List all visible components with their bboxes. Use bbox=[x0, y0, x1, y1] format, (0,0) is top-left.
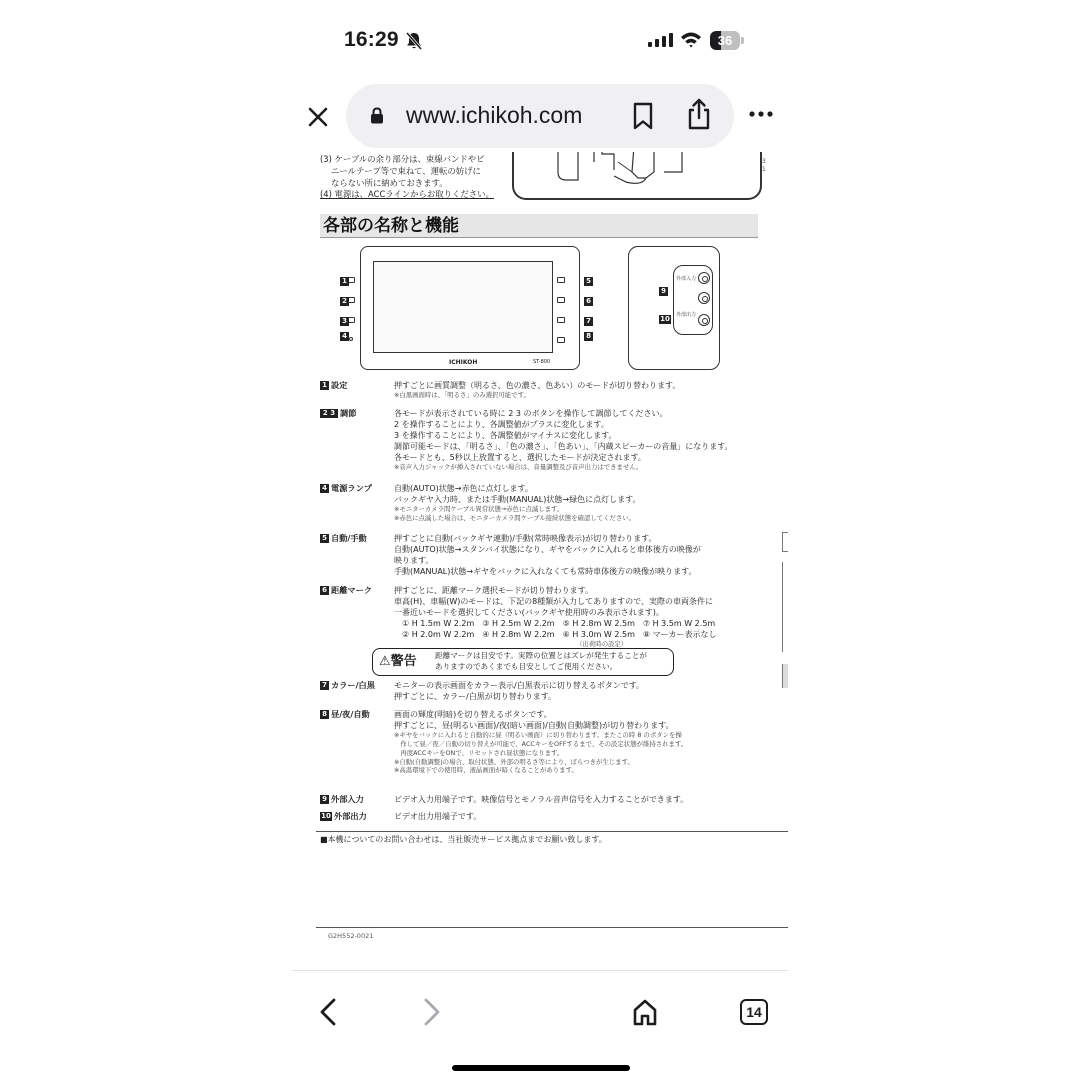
wifi-icon bbox=[680, 31, 702, 49]
callout-number: 8 bbox=[584, 332, 593, 341]
install-illustration bbox=[512, 152, 762, 200]
share-icon[interactable] bbox=[686, 98, 712, 130]
item-number: 4 bbox=[320, 484, 329, 493]
monitor-logo: ICHIKOH bbox=[449, 359, 478, 366]
item-term: 電源ランプ bbox=[331, 483, 372, 493]
description-line: 押すごとに画質調整（明るさ、色の濃さ、色あい）のモードが切り替わります。 bbox=[394, 381, 681, 390]
monitor-button bbox=[557, 337, 565, 343]
description-line: バックギヤ入力時、または手動(MANUAL)状態→緑色に点灯します。 bbox=[394, 495, 641, 505]
description-note: （出荷時の設定） bbox=[394, 640, 628, 649]
page-edge-text: 3 1 bbox=[762, 158, 766, 174]
description-line: 自動(AUTO)状態→スタンバイ状態になり、ギヤをバックに入れると車体後方の映像が bbox=[394, 545, 701, 555]
jack-panel-illustration bbox=[628, 246, 720, 370]
document-code: G2H552-0021 bbox=[328, 932, 374, 940]
item-term: 自動/手動 bbox=[331, 533, 367, 543]
monitor-button bbox=[557, 277, 565, 283]
adjacent-page-edge bbox=[782, 152, 788, 970]
callout-number: 2 bbox=[340, 297, 349, 306]
description-line: 2 を操作することにより、各調整値がプラスに変化します。 bbox=[394, 420, 609, 430]
warning-label: ⚠警告 bbox=[379, 654, 417, 669]
warning-line: 距離マークは目安です。実際の位置とはズレが発生することが bbox=[435, 651, 648, 660]
jack-connector bbox=[698, 292, 710, 304]
battery-indicator bbox=[710, 31, 744, 50]
monitor-power-lamp bbox=[349, 337, 353, 341]
description-line: 3 を操作することにより、各調整値がマイナスに変化します。 bbox=[394, 431, 617, 441]
item-number: 9 bbox=[320, 795, 329, 804]
callout-number: 3 bbox=[340, 317, 349, 326]
item-term: 外部出力 bbox=[334, 811, 367, 821]
description-line: 車高(H)、車幅(W)のモードは、下記の8種類が入力してありますので、実際の車両条件に bbox=[394, 597, 714, 607]
description-line: 押すごとに、距離マーク選択モードが切り替わります。 bbox=[394, 586, 594, 595]
description-line: 手動(MANUAL)状態→ギヤをバックに入れなくても常時車体後方の映像が映ります。 bbox=[394, 567, 697, 577]
warning-text bbox=[435, 651, 647, 672]
monitor-screen bbox=[373, 261, 553, 353]
description-line: ② H 2.0m W 2.2m ④ H 2.8m W 2.2m ⑥ H 3.0m W 2.5m ⑧ マーカー表示なし bbox=[394, 630, 717, 640]
jack-label: 外部出力 bbox=[676, 312, 697, 318]
phone-screen bbox=[292, 0, 788, 1080]
item-number: 7 bbox=[320, 681, 329, 690]
item-description bbox=[394, 585, 760, 649]
item-description bbox=[394, 533, 760, 577]
description-line: ① H 1.5m W 2.2m ③ H 2.5m W 2.2m ⑤ H 2.8m W 2.5m ⑦ H 3.5m W 2.5m bbox=[394, 619, 716, 629]
footer-note: ■本機についてのお問い合わせは、当社販売サービス拠点までお願い致します。 bbox=[320, 835, 607, 844]
install-notes bbox=[320, 154, 500, 201]
description-line: モニターの表示画面をカラー表示/白黒表示に切り替えるボタンです。 bbox=[394, 681, 645, 690]
description-line: 調節可能モードは、「明るさ」、「色の濃さ」、「色あい」、「内蔵スピーカーの音量」になります。 bbox=[394, 442, 733, 452]
description-note: ※モニターカメラ間ケーブル異常状態→赤色に点滅します。 bbox=[394, 505, 564, 514]
divider bbox=[316, 831, 788, 832]
close-icon[interactable] bbox=[306, 105, 330, 129]
description-note: ※高温環境下での使用時、液晶画面が暗くなることがあります。 bbox=[394, 766, 578, 775]
description-line: 一番近いモードを選択してください(バックギヤ使用時のみ表示されます)。 bbox=[394, 608, 664, 618]
callout-number: 7 bbox=[584, 317, 593, 326]
item-description bbox=[394, 709, 760, 775]
warning-line: ありますのであくまでも目安としてご使用ください。 bbox=[435, 661, 618, 671]
document-page[interactable] bbox=[292, 152, 788, 970]
callout-number: 10 bbox=[660, 315, 670, 323]
description-note: ※音声入力ジャックが挿入されていない場合は、音量調整及び音声出力はできません。 bbox=[394, 463, 643, 472]
description-note: ※自動(自動調整)の場合、取付状態、外部の明るさ等により、ばらつきが生じます。 bbox=[394, 757, 634, 766]
description-note: 再度ACCキーをONで、リセットされ昼状態になります。 bbox=[394, 748, 564, 757]
item-term: 昼/夜/自動 bbox=[331, 709, 370, 719]
url-text: www.ichikoh.com bbox=[406, 102, 583, 128]
home-indicator bbox=[452, 1065, 630, 1071]
monitor-model: ST-800 bbox=[533, 359, 551, 365]
description-line: 映ります。 bbox=[394, 556, 434, 566]
callout-number: 9 bbox=[659, 287, 668, 296]
item-number: 8 bbox=[320, 710, 329, 719]
cellular-signal-icon bbox=[648, 33, 674, 47]
description-line: ビデオ出力用端子です。 bbox=[394, 812, 482, 821]
description-note: ※ギヤをバックに入れると自動的に昼（明るい画面）に切り替わります。またこの時 8 のボタンを操 bbox=[394, 731, 682, 740]
item-term: 距離マーク bbox=[331, 585, 372, 595]
item-description bbox=[394, 408, 760, 472]
install-note-line: (3) ケーブルの余り部分は、束線バンドやビ bbox=[320, 154, 485, 164]
install-note-line: (4) 電源は、ACCラインからお取りください。 bbox=[320, 189, 494, 200]
item-number: 5 bbox=[320, 534, 329, 543]
description-line: 各モードとも、5秒以上放置すると、選択したモードが決定されます。 bbox=[394, 453, 646, 463]
callout-number: 6 bbox=[584, 297, 593, 306]
status-time: 16:29 bbox=[344, 28, 399, 51]
jack-label: 外部入力 bbox=[676, 276, 697, 282]
install-note-line: ならない所に納めておきます。 bbox=[320, 177, 448, 188]
forward-icon[interactable] bbox=[420, 997, 444, 1027]
monitor-illustration bbox=[360, 246, 580, 370]
jack-panel-inner bbox=[673, 265, 713, 335]
bell-muted-icon bbox=[404, 31, 424, 51]
warning-box bbox=[372, 648, 674, 676]
description-line: 自動(AUTO)状態→赤色に点灯します。 bbox=[394, 484, 533, 493]
bookmark-icon[interactable] bbox=[632, 102, 654, 130]
callout-number: 5 bbox=[584, 277, 593, 286]
description-line: ビデオ入力用端子です。映像信号とモノラル音声信号を入力することができます。 bbox=[394, 795, 689, 804]
tabs-button[interactable]: 14 bbox=[740, 999, 768, 1025]
description-line: 画面の輝度(明暗)を切り替えるボタンです。 bbox=[394, 710, 552, 719]
item-description bbox=[394, 380, 760, 400]
item-number: 10 bbox=[321, 812, 331, 820]
item-term: カラー/白黒 bbox=[331, 680, 375, 690]
jack-connector bbox=[698, 272, 710, 284]
description-note: ※赤色に点滅した場合は、モニターカメラ間ケーブル接続状態を確認してください。 bbox=[394, 513, 636, 522]
callout-number: 1 bbox=[340, 277, 349, 286]
item-description bbox=[394, 794, 760, 805]
address-bar[interactable] bbox=[346, 84, 734, 148]
lock-icon bbox=[370, 107, 384, 124]
item-number: 1 bbox=[320, 381, 329, 390]
back-icon[interactable] bbox=[316, 997, 340, 1027]
callout-number: 4 bbox=[340, 332, 349, 341]
section-title: 各部の名称と機能 bbox=[323, 216, 459, 236]
item-number: 6 bbox=[320, 586, 329, 595]
item-description bbox=[394, 811, 760, 822]
item-term: 調節 bbox=[340, 408, 357, 418]
description-line: 押すごとに、カラー/白黒が切り替わります。 bbox=[394, 692, 557, 702]
status-bar bbox=[292, 24, 788, 58]
description-note: 作して昼／夜／自動の切り替えが可能で、ACCキーをOFFするまで、その設定状態が維持されます。 bbox=[394, 739, 688, 748]
jack-connector bbox=[698, 314, 710, 326]
item-term: 外部入力 bbox=[331, 794, 364, 804]
install-note-line: ニールテープ等で束ねて、運転の妨げに bbox=[320, 165, 481, 176]
item-number: 2 3 bbox=[320, 409, 338, 418]
description-line: 押すごとに自動(バックギヤ連動)/手動(常時映像表示)が切り替わります。 bbox=[394, 534, 657, 543]
monitor-button bbox=[557, 297, 565, 303]
description-line: 押すごとに、昼(明るい画面)/夜(暗い画面)/自動(自動調整)が切り替わります。 bbox=[394, 721, 674, 731]
item-term: 設定 bbox=[331, 380, 348, 390]
divider bbox=[316, 927, 788, 928]
description-note: ※白黒画面時は、「明るさ」のみ選択可能です。 bbox=[394, 391, 530, 400]
monitor-button bbox=[557, 317, 565, 323]
description-line: 各モードが表示されている時に 2 3 のボタンを操作して調節してください。 bbox=[394, 409, 668, 418]
home-icon[interactable] bbox=[632, 997, 658, 1027]
item-description bbox=[394, 680, 760, 702]
section-title-bar bbox=[320, 214, 758, 238]
item-description bbox=[394, 483, 760, 523]
battery-percent: 36 bbox=[717, 33, 733, 48]
browser-bottom-toolbar bbox=[292, 970, 788, 1080]
more-options-icon[interactable] bbox=[748, 110, 774, 118]
